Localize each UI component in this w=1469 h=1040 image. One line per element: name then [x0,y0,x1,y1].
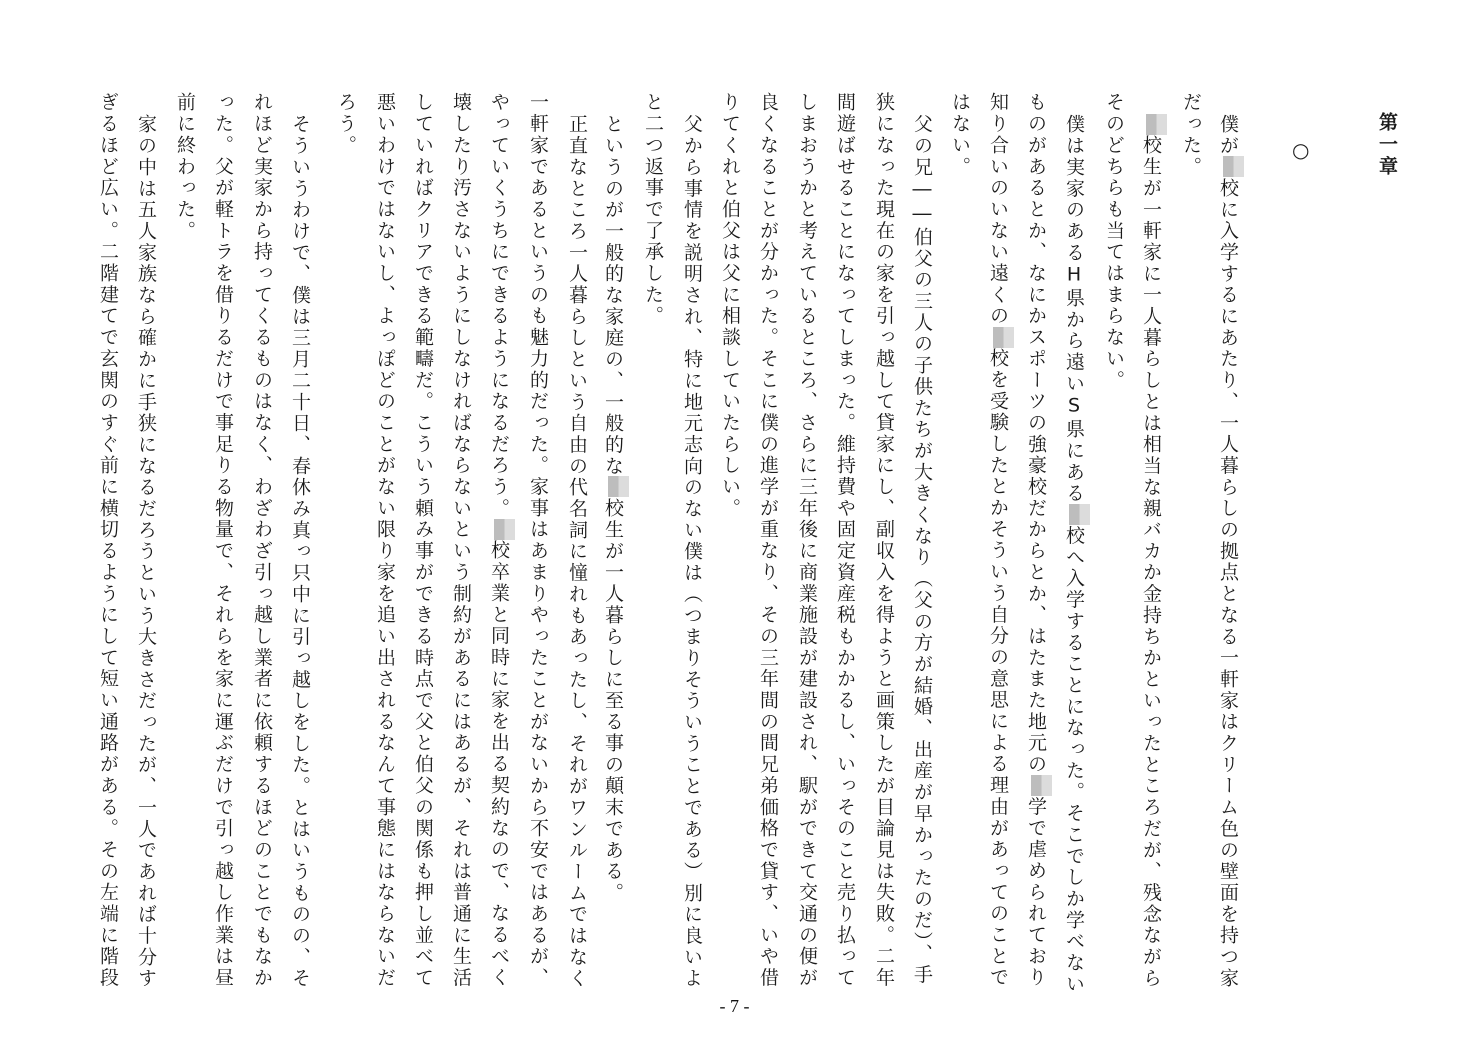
text-column: というのが一般的な家庭の、一般的な校生が一人暮らしに至る事の顛末である。 [599,92,629,903]
text-column: していればクリアできる範疇だ。こういう頼み事ができる時点で父と伯父の関係も押し並べて [412,92,434,989]
text-column: りてくれと伯父は父に相談していたらしい。 [719,92,741,519]
text-column: そのどちらも当てはまらない。 [1103,92,1125,391]
text-column: 僕が校に入学するにあたり、一人暮らしの拠点となる一軒家はクリーム色の壁面を持つ家 [1214,92,1244,989]
text-column: れほど実家から持ってくるものはなく、わざわざ引っ越し業者に依頼するほどのことでもなか [251,92,273,989]
redacted-block [1031,775,1052,796]
redacted-block [494,519,515,540]
chapter-heading: 第一章 [1376,112,1398,178]
text-column: ぎるほど広い。二階建てで玄関のすぐ前に横切るようにして短い通路がある。その左端に階段 [97,92,119,989]
text-column: ものがあるとか、なにかスポーツの強豪校だからとか、はたまた地元の学で虐められており [1022,92,1052,988]
text-column: と二つ返事で了承した。 [642,92,664,327]
text-column: 校生が一軒家に一人暮らしとは相当な親バカか金持ちかといったところだが、残念ながら [1137,92,1167,989]
text-column: 間遊ばせることになってしまった。維持費や固定資産税もかかるし、いっそのこと売り払って [834,92,856,989]
text-column: しまおうかと考えているところ、さらに三年後に商業施設が建設され、駅ができて交通の便が [796,92,818,989]
text-column: ろう。 [335,92,357,157]
text-column: 狭になった現在の家を引っ越して貸家にし、副収入を得ようと画策したが目論見は失敗。二年 [873,92,895,989]
text-column: 一軒家であるというのも魅力的だった。家事はあまりやったことがないから不安ではあるが、 [527,92,549,989]
text-column: 正直なところ一人暮らしという自由の代名詞に憧れもあったし、それがワンルームではなく [566,113,588,989]
text-column: はない。 [949,92,971,178]
page-number: - 7 - [719,996,750,1016]
text-column: 僕は実家のあるH県から遠いS県にある校へ入学することになった。そこでしか学べない [1060,92,1090,995]
redacted-block [1069,504,1090,525]
redacted-block [1223,156,1244,177]
text-column: 壊したり汚さないようにしなければならないという制約があるにはあるが、それは普通に生活 [450,92,472,989]
text-column: 家の中は五人家族なら確かに手狭になるだろうという大きさだったが、一人であれば十分す [135,113,157,989]
text-column: 悪いわけではないし、よっぽどのことがない限り家を追い出されるなんて事態にはならないだ [374,92,396,989]
redacted-block [1146,114,1167,135]
text-column: 良くなることが分かった。そこに僕の進学が重なり、その三年間の間兄弟価格で貸す、いや借 [757,92,779,989]
text-column: やっていくうちにできるようになるだろう。校卒業と同時に家を出る契約なので、なるべく [485,92,515,988]
redacted-block [608,476,629,497]
text-column: った。父が軽トラを借りるだけで事足りる物量で、それらを家に運ぶだけで引っ越し作業は昼 [212,92,234,989]
text-column: だった。 [1180,92,1202,178]
text-column: 知り合いのいない遠くの校を受験したとかそういう自分の意思による理由があってのことで [984,92,1014,988]
text-column: 父から事情を説明され、特に地元志向のない僕は（つまりそういうことである）別に良いよ [681,113,703,989]
section-marker: ○ [1292,138,1310,162]
redacted-block [993,327,1014,348]
text-column: 前に終わった。 [174,92,196,242]
text-column: 父の兄――伯父の三人の子供たちが大きくなり（父の方が結婚、出産が早かったのだ）、手 [911,113,933,986]
text-column: そういうわけで、僕は三月二十日、春休み真っ只中に引っ越しをした。とはいうものの、そ [289,113,311,989]
